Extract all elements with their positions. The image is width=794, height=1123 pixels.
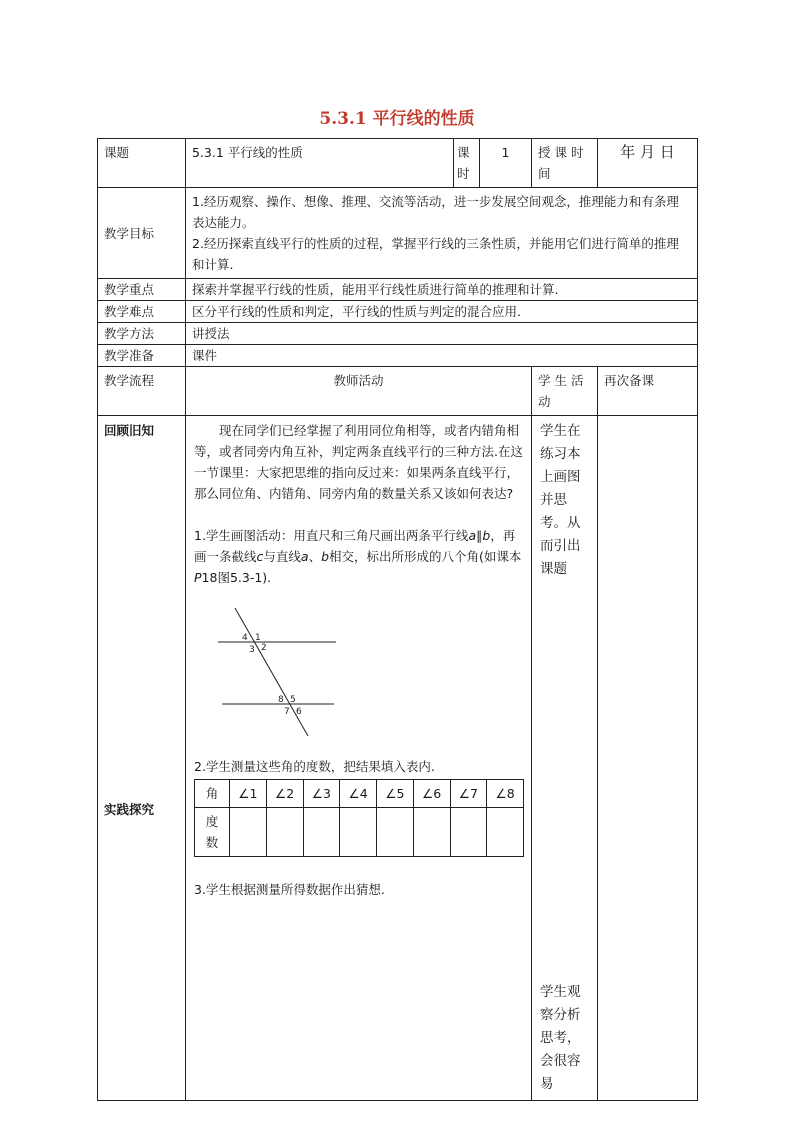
method-label: 教学方法 bbox=[98, 323, 186, 345]
angle-measure-table bbox=[194, 779, 524, 857]
step1-part-d: 与直线 bbox=[263, 549, 301, 564]
angle-label-2: 2 bbox=[261, 643, 267, 653]
parallel-lines-diagram bbox=[218, 608, 348, 740]
step1-line-b: b bbox=[321, 549, 330, 564]
flow-label: 教学流程 bbox=[98, 367, 186, 416]
key-value: 探索并掌握平行线的性质，能用平行线性质进行简单的推理和计算. bbox=[186, 279, 698, 301]
step1-part-f: 18图5.3-1). bbox=[201, 570, 272, 585]
method-row bbox=[98, 323, 698, 345]
review-student-activity: 学生在练习本上画图并思考。从而引出课题 bbox=[540, 423, 581, 577]
flow-header-row bbox=[98, 367, 698, 416]
angle-5-header: ∠5 bbox=[377, 780, 414, 808]
angle-4-header: ∠4 bbox=[340, 780, 377, 808]
step1-part-e: 相交，标出所形成的八个角(如课本 bbox=[329, 549, 522, 564]
angle-7-header: ∠7 bbox=[450, 780, 487, 808]
angle-label-5: 5 bbox=[290, 695, 296, 705]
step2-text: 2.学生测量这些角的度数，把结果填入表内. bbox=[194, 759, 435, 774]
objective-1: 1.经历观察、操作、想像、推理、交流等活动，进一步发展空间观念，推理能力和有条理表达能力。 bbox=[192, 194, 679, 230]
prep-label: 教学准备 bbox=[98, 345, 186, 367]
topic-label: 课题 bbox=[98, 139, 186, 188]
period-value: 1 bbox=[480, 139, 532, 188]
prep-row bbox=[98, 345, 698, 367]
review-text: 现在同学们已经掌握了利用同位角相等，或者内错角相等，或者同旁内角互补，判定两条直线平行的三种方法.在这一节课里：大家把思维的指向反过来：如果两条直线平行，那么同位角、内错角、同旁内角的数量关系又该如何表达? bbox=[194, 423, 523, 501]
angle-label-1: 1 bbox=[255, 633, 261, 643]
angle-8-header: ∠8 bbox=[487, 780, 524, 808]
angle-label-6: 6 bbox=[296, 707, 302, 717]
angle-label-8: 8 bbox=[278, 695, 284, 705]
prep-value: 课件 bbox=[186, 345, 698, 367]
period-label: 课时 bbox=[454, 139, 480, 188]
step1-page-p: P bbox=[194, 570, 202, 585]
step1-part-a: 1.学生画图活动：用直尺和三角尺画出两条平行线 bbox=[194, 528, 469, 543]
step1-line-a: a bbox=[300, 549, 309, 564]
objectives-cell bbox=[186, 188, 698, 279]
student-activity-header: 学 生 活动 bbox=[532, 367, 598, 416]
step1-text bbox=[194, 525, 523, 588]
objective-2: 2.经历探索直线平行的性质的过程，掌握平行线的三条性质，并能用它们进行简单的推理和计算. bbox=[192, 236, 679, 272]
stage-labels bbox=[98, 416, 186, 1101]
teacher-activity-cell bbox=[186, 416, 532, 1101]
date-value: 年 月 日 bbox=[598, 139, 698, 188]
review-label: 回顾旧知 bbox=[104, 423, 155, 438]
degree-4-cell bbox=[340, 808, 377, 857]
document-title: 5.3.1 平行线的性质 bbox=[319, 109, 475, 129]
degree-6-cell bbox=[413, 808, 450, 857]
degree-label: 度数 bbox=[195, 808, 230, 857]
degree-2-cell bbox=[266, 808, 303, 857]
content-row bbox=[98, 416, 698, 1101]
angle-label-7: 7 bbox=[284, 707, 290, 717]
again-cell bbox=[598, 416, 698, 1101]
angle-label-4: 4 bbox=[242, 633, 248, 643]
degree-8-cell bbox=[487, 808, 524, 857]
key-label: 教学重点 bbox=[98, 279, 186, 301]
header-row bbox=[98, 139, 698, 188]
key-row bbox=[98, 279, 698, 301]
angle-3-header: ∠3 bbox=[303, 780, 340, 808]
degree-5-cell bbox=[377, 808, 414, 857]
step1-parallel: a∥b bbox=[468, 528, 491, 543]
student-activity-cell bbox=[532, 416, 598, 1101]
again-header: 再次备课 bbox=[598, 367, 698, 416]
angle-2-header: ∠2 bbox=[266, 780, 303, 808]
method-value: 讲授法 bbox=[186, 323, 698, 345]
degree-7-cell bbox=[450, 808, 487, 857]
angle-header: 角 bbox=[195, 780, 230, 808]
degree-row bbox=[195, 808, 524, 857]
step1-part-b: ，再画一条截线 bbox=[194, 528, 516, 564]
lesson-plan-table bbox=[97, 138, 698, 1101]
angle-6-header: ∠6 bbox=[413, 780, 450, 808]
topic-value: 5.3.1 平行线的性质 bbox=[186, 139, 454, 188]
objectives-label: 教学目标 bbox=[98, 188, 186, 279]
angle-1-header: ∠1 bbox=[230, 780, 267, 808]
practice-student-activity: 学生观察分析思考，会很容易 bbox=[540, 984, 581, 1092]
practice-label: 实践探究 bbox=[104, 802, 155, 817]
difficulty-row bbox=[98, 301, 698, 323]
angle-header-row bbox=[195, 780, 524, 808]
step1-sep: 、 bbox=[308, 549, 322, 564]
degree-3-cell bbox=[303, 808, 340, 857]
difficulty-value: 区分平行线的性质和判定，平行线的性质与判定的混合应用. bbox=[186, 301, 698, 323]
objectives-row bbox=[98, 188, 698, 279]
date-label: 授 课 时间 bbox=[532, 139, 598, 188]
teacher-activity-header: 教师活动 bbox=[186, 367, 532, 416]
angle-label-3: 3 bbox=[249, 645, 255, 655]
step1-line-c: c bbox=[256, 549, 264, 564]
step3-text: 3.学生根据测量所得数据作出猜想. bbox=[194, 882, 385, 897]
degree-1-cell bbox=[230, 808, 267, 857]
difficulty-label: 教学难点 bbox=[98, 301, 186, 323]
